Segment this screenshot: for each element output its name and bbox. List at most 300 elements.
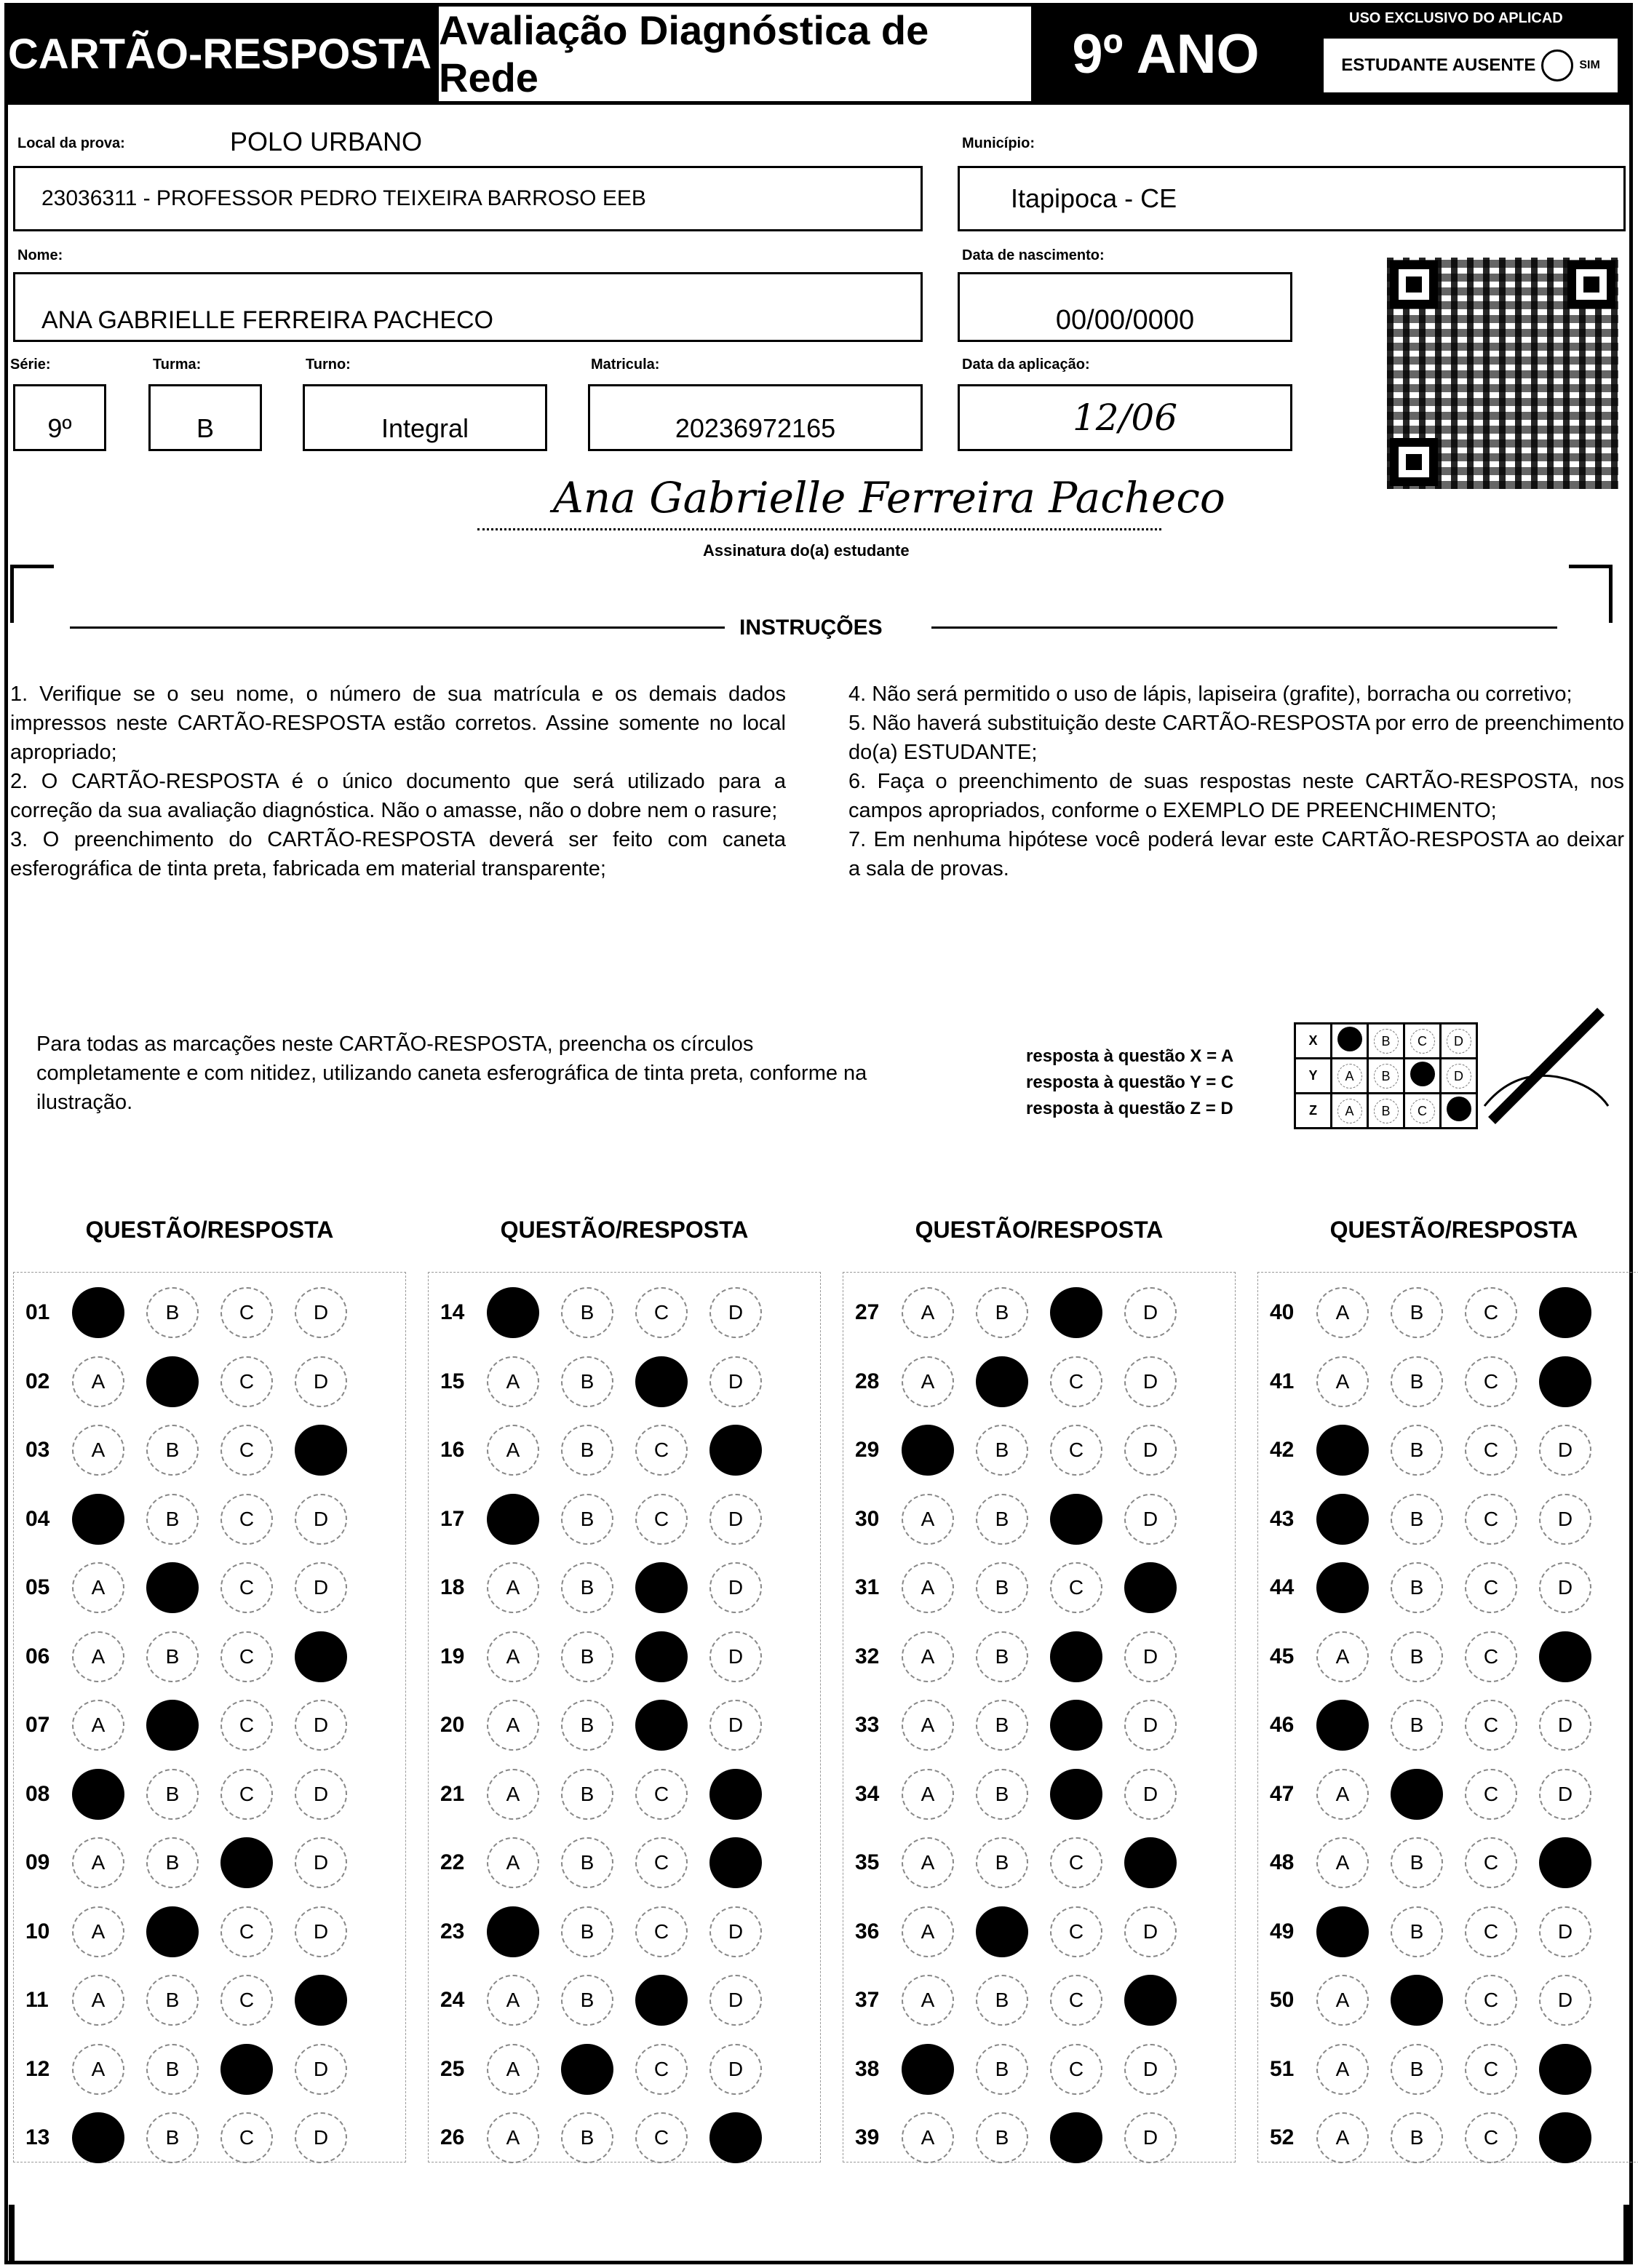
answer-bubble-b[interactable]: B [146, 1356, 199, 1407]
fill-legend [1026, 1043, 1233, 1122]
answer-bubble-b[interactable]: B [1391, 1769, 1443, 1820]
question-number: 25 [440, 2056, 465, 2081]
answer-bubble-d[interactable]: D [709, 2044, 762, 2095]
answer-bubble-b[interactable]: B [976, 1356, 1028, 1407]
answer-bubble-d[interactable]: D [1539, 2044, 1591, 2095]
answer-bubble-a[interactable]: A [902, 1494, 954, 1545]
answer-bubble-b[interactable]: B [146, 2112, 199, 2163]
answer-bubble-d[interactable]: D [1539, 1906, 1591, 1957]
answer-bubble-a[interactable]: A [72, 2044, 124, 2095]
pen-icon [1470, 997, 1615, 1135]
answer-bubble-c[interactable]: C [635, 1631, 688, 1682]
answer-bubble-b[interactable]: B [976, 1837, 1028, 1888]
answer-bubble-c[interactable]: C [635, 1700, 688, 1751]
answer-bubble-a[interactable]: A [902, 1975, 954, 2026]
question-number: 23 [440, 1919, 465, 1943]
answer-bubble-a[interactable]: A [1316, 1356, 1369, 1407]
turno-value: Integral [381, 413, 469, 443]
answer-row [1258, 1562, 1613, 1613]
answer-column [428, 1272, 821, 2162]
answer-bubble-c[interactable]: C [220, 1906, 273, 1957]
answer-bubble-a[interactable]: A [1316, 1562, 1369, 1613]
instruction-item: 5. Não haverá substituição deste CARTÃO-RESPOSTA por erro de preenchimento do(a) ESTUDANTE; [848, 712, 1624, 764]
answer-bubble-b[interactable]: B [976, 1906, 1028, 1957]
answer-bubble-b[interactable]: B [976, 2044, 1028, 2095]
corner-mark [10, 565, 54, 623]
local-label: Local da prova: [17, 135, 125, 151]
answer-bubble-c[interactable]: C [1465, 2112, 1517, 2163]
answer-bubble-d[interactable]: D [295, 1631, 347, 1682]
local-value: POLO URBANO [230, 127, 423, 156]
answer-bubble-b[interactable]: B [146, 1287, 199, 1338]
answer-bubble-d[interactable]: D [709, 1287, 762, 1338]
answer-bubble-a[interactable]: A [1316, 1975, 1369, 2026]
question-number: 38 [855, 2056, 880, 2081]
question-number: 11 [25, 1988, 49, 2012]
answer-bubble-a[interactable]: A [1316, 2044, 1369, 2095]
answer-bubble-d[interactable]: D [1124, 2112, 1177, 2163]
answer-bubble-c[interactable]: C [1050, 1494, 1102, 1545]
instruction-item: 1. Verifique se o seu nome, o número de sua matrícula e os demais dados impressos neste CARTÃO-RESPOSTA estão corretos. Assine somente no local apropriado; [10, 683, 786, 764]
corner-mark [9, 2205, 15, 2263]
answer-bubble-a[interactable]: A [72, 1287, 124, 1338]
answer-bubble-d[interactable]: D [1124, 1906, 1177, 1957]
answer-bubble-d[interactable]: D [295, 1425, 347, 1476]
answer-bubble-a[interactable]: A [487, 1700, 539, 1751]
instruction-item: 7. Em nenhuma hipótese você poderá levar este CARTÃO-RESPOSTA ao deixar a sala de provas. [848, 828, 1624, 880]
answer-bubble-a[interactable]: A [487, 1494, 539, 1545]
answer-bubble-c[interactable]: C [1465, 1287, 1517, 1338]
answer-bubble-c[interactable]: C [220, 1287, 273, 1338]
answer-bubble-c[interactable]: C [635, 2112, 688, 2163]
answer-bubble-d[interactable]: D [1539, 1494, 1591, 1545]
question-number: 12 [25, 2056, 50, 2081]
absent-label: ESTUDANTE AUSENTE [1341, 55, 1536, 75]
answer-bubble-c[interactable]: C [635, 1356, 688, 1407]
answer-bubble-c[interactable]: C [1050, 1769, 1102, 1820]
answer-bubble-a[interactable]: A [72, 1562, 124, 1613]
example-bubble: C [1410, 1029, 1435, 1054]
answer-bubble-d[interactable]: D [295, 2044, 347, 2095]
answer-bubble-c[interactable]: C [1050, 1562, 1102, 1613]
answer-bubble-a[interactable]: A [72, 2112, 124, 2163]
question-number: 24 [440, 1988, 465, 2012]
question-number: 46 [1270, 1713, 1295, 1737]
answer-bubble-a[interactable]: A [1316, 1631, 1369, 1682]
question-number: 33 [855, 1713, 880, 1737]
question-number: 51 [1270, 2056, 1295, 2081]
answer-bubble-d[interactable]: D [709, 1700, 762, 1751]
example-bubble: D [1447, 1064, 1471, 1089]
answer-bubble-d[interactable]: D [1124, 1975, 1177, 2026]
answer-bubble-a[interactable]: A [902, 2112, 954, 2163]
answer-bubble-a[interactable]: A [902, 1631, 954, 1682]
answer-bubble-c[interactable]: C [1465, 1975, 1517, 2026]
answer-bubble-a[interactable]: A [487, 1975, 539, 2026]
municipio-field [958, 166, 1626, 231]
turno-field [303, 384, 547, 451]
answer-bubble-c[interactable]: C [1050, 2112, 1102, 2163]
answer-bubble-b[interactable]: B [561, 1769, 613, 1820]
answer-bubble-b[interactable]: B [976, 1769, 1028, 1820]
fill-instruction: Para todas as marcações neste CARTÃO-RESPOSTA, preencha os círculos completamente e com nitidez, utilizando caneta esferográfica de tinta preta, conforme na ilustração. [36, 1032, 867, 1114]
answer-bubble-c[interactable]: C [220, 1494, 273, 1545]
answer-bubble-a[interactable]: A [487, 2044, 539, 2095]
answer-bubble-a[interactable]: A [1316, 1425, 1369, 1476]
answer-bubble-d[interactable]: D [295, 1769, 347, 1820]
example-row [1295, 1094, 1477, 1129]
question-number: 39 [855, 2125, 880, 2149]
answer-bubble-d[interactable]: D [709, 1356, 762, 1407]
answer-bubble-b[interactable]: B [146, 1425, 199, 1476]
answer-bubble-c[interactable]: C [635, 1906, 688, 1957]
answer-bubble-a[interactable]: A [487, 1287, 539, 1338]
question-number: 30 [855, 1506, 880, 1531]
question-number: 03 [25, 1438, 50, 1462]
answer-bubble-c[interactable]: C [635, 1975, 688, 2026]
answer-row [14, 1906, 369, 1957]
municipio-value: Itapipoca - CE [1011, 183, 1177, 213]
answer-bubble-c[interactable]: C [1050, 1975, 1102, 2026]
question-number: 32 [855, 1644, 880, 1668]
answer-bubble-d[interactable]: D [295, 1906, 347, 1957]
answer-bubble-a[interactable]: A [487, 1769, 539, 1820]
answer-bubble-c[interactable]: C [635, 1425, 688, 1476]
answer-bubble-c[interactable]: C [635, 1837, 688, 1888]
answer-row [14, 1975, 369, 2026]
answer-bubble-a[interactable]: A [902, 1906, 954, 1957]
answer-bubble-b[interactable]: B [561, 1494, 613, 1545]
instructions-right [848, 680, 1624, 883]
answer-bubble-a[interactable]: A [1316, 1837, 1369, 1888]
answer-bubble-a[interactable]: A [1316, 1700, 1369, 1751]
answer-bubble-b[interactable]: B [1391, 1975, 1443, 2026]
legend-item: resposta à questão X = A [1026, 1046, 1234, 1066]
answer-bubble-b[interactable]: B [146, 1562, 199, 1613]
answer-bubble-b[interactable]: B [1391, 1631, 1443, 1682]
answer-bubble-d[interactable]: D [295, 1975, 347, 2026]
answer-bubble-d[interactable]: D [709, 1631, 762, 1682]
answer-bubble-d[interactable]: D [1539, 1562, 1591, 1613]
answer-bubble-c[interactable]: C [1465, 1700, 1517, 1751]
answer-bubble-b[interactable]: B [561, 1425, 613, 1476]
answer-row [843, 1700, 1198, 1751]
grade-title: 9º ANO [1035, 3, 1297, 105]
answer-bubble-d[interactable]: D [709, 1975, 762, 2026]
answer-bubble-d[interactable]: D [295, 1356, 347, 1407]
answer-bubble-a[interactable]: A [902, 1700, 954, 1751]
answer-bubble-d[interactable]: D [1124, 1562, 1177, 1613]
answer-bubble-c[interactable]: C [220, 1975, 273, 2026]
answer-row [1258, 1287, 1613, 1338]
question-number: 20 [440, 1713, 465, 1737]
answer-bubble-b[interactable]: B [146, 1975, 199, 2026]
answer-bubble-a[interactable]: A [902, 2044, 954, 2095]
answer-bubble-c[interactable]: C [635, 1494, 688, 1545]
aplicacao-field [958, 384, 1292, 451]
answer-bubble-d[interactable]: D [1539, 1287, 1591, 1338]
corner-mark [1569, 565, 1613, 623]
absent-field[interactable] [1321, 36, 1620, 95]
answer-bubble-c[interactable]: C [220, 1769, 273, 1820]
answer-bubble-d[interactable]: D [1124, 1356, 1177, 1407]
answer-bubble-b[interactable]: B [976, 1631, 1028, 1682]
answer-bubble-b[interactable]: B [1391, 1494, 1443, 1545]
answer-row [1258, 1837, 1613, 1888]
school-field [13, 166, 923, 231]
answer-bubble-c[interactable]: C [1465, 1562, 1517, 1613]
answer-bubble-b[interactable]: B [146, 1906, 199, 1957]
question-number: 15 [440, 1369, 465, 1393]
answer-bubble-b[interactable]: B [561, 1356, 613, 1407]
corner-mark [1623, 2205, 1629, 2263]
answer-bubble-a[interactable]: A [902, 1837, 954, 1888]
answer-bubble-d[interactable]: D [1539, 1631, 1591, 1682]
answer-bubble-a[interactable]: A [487, 1356, 539, 1407]
answer-bubble-c[interactable]: C [220, 2112, 273, 2163]
answer-bubble-d[interactable]: D [1124, 1631, 1177, 1682]
answer-bubble-c[interactable]: C [220, 1425, 273, 1476]
answer-bubble-a[interactable]: A [487, 1837, 539, 1888]
answer-bubble-a[interactable]: A [487, 1425, 539, 1476]
answer-row [843, 1494, 1198, 1545]
answer-bubble-b[interactable]: B [1391, 1562, 1443, 1613]
answer-bubble-d[interactable]: D [295, 1837, 347, 1888]
instructions-title: INSTRUÇÕES [739, 616, 883, 640]
nascimento-field [958, 272, 1292, 342]
answer-bubble-d[interactable]: D [1539, 1700, 1591, 1751]
answer-bubble-b[interactable]: B [146, 1631, 199, 1682]
answer-bubble-c[interactable]: C [1465, 1837, 1517, 1888]
answer-bubble-c[interactable]: C [1050, 1425, 1102, 1476]
answer-bubble-b[interactable]: B [561, 1631, 613, 1682]
answer-bubble-d[interactable]: D [709, 1425, 762, 1476]
answer-bubble-d[interactable]: D [1124, 1287, 1177, 1338]
question-number: 41 [1270, 1369, 1295, 1393]
answer-bubble-c[interactable]: C [220, 1356, 273, 1407]
answer-bubble-b[interactable]: B [561, 1700, 613, 1751]
answer-bubble-a[interactable]: A [1316, 1287, 1369, 1338]
answer-bubble-a[interactable]: A [1316, 1769, 1369, 1820]
answer-row [14, 1631, 369, 1682]
instruction-item: 2. O CARTÃO-RESPOSTA é o único documento que será utilizado para a correção da sua avaliação diagnóstica. Não o amasse, não o dobre nem o rasure; [10, 770, 786, 822]
answer-row [14, 2112, 369, 2163]
answer-bubble-b[interactable]: B [146, 1769, 199, 1820]
answer-bubble-d[interactable]: D [1539, 2112, 1591, 2163]
answer-bubble-b[interactable]: B [976, 1494, 1028, 1545]
answer-bubble-b[interactable]: B [1391, 1287, 1443, 1338]
answer-bubble-d[interactable]: D [295, 2112, 347, 2163]
answer-bubble-d[interactable]: D [1539, 1356, 1591, 1407]
answer-row [843, 1769, 1198, 1820]
answer-bubble-c[interactable]: C [1050, 1837, 1102, 1888]
answer-bubble-c[interactable]: C [220, 2044, 273, 2095]
answer-bubble-a[interactable]: A [1316, 1906, 1369, 1957]
answer-bubble-d[interactable]: D [1124, 1700, 1177, 1751]
answer-row [1258, 1425, 1613, 1476]
question-number: 52 [1270, 2125, 1295, 2149]
answer-row [429, 1287, 784, 1338]
example-row [1295, 1024, 1477, 1059]
answer-bubble-a[interactable]: A [487, 1562, 539, 1613]
answer-bubble-a[interactable]: A [72, 1700, 124, 1751]
answer-bubble-c[interactable]: C [1465, 1906, 1517, 1957]
answer-bubble-d[interactable]: D [1124, 1494, 1177, 1545]
turma-label: Turma: [153, 357, 202, 373]
instruction-item: 6. Faça o preenchimento de suas respostas neste CARTÃO-RESPOSTA, nos campos apropriados, conforme o EXEMPLO DE PREENCHIMENTO; [848, 770, 1624, 822]
answer-bubble-a[interactable]: A [72, 1975, 124, 2026]
answer-bubble-c[interactable]: C [220, 1700, 273, 1751]
absent-bubble[interactable] [1541, 49, 1573, 81]
answer-bubble-d[interactable]: D [295, 1562, 347, 1613]
answer-bubble-c[interactable]: C [1050, 1631, 1102, 1682]
answer-bubble-d[interactable]: D [295, 1287, 347, 1338]
answer-bubble-a[interactable]: A [902, 1287, 954, 1338]
answer-row [429, 1975, 784, 2026]
answer-bubble-b[interactable]: B [561, 2044, 613, 2095]
question-number: 50 [1270, 1988, 1295, 2012]
answer-bubble-d[interactable]: D [1124, 1837, 1177, 1888]
answer-bubble-d[interactable]: D [709, 2112, 762, 2163]
answer-bubble-b[interactable]: B [146, 2044, 199, 2095]
answer-bubble-b[interactable]: B [561, 1906, 613, 1957]
answer-bubble-a[interactable]: A [902, 1562, 954, 1613]
question-number: 09 [25, 1850, 50, 1874]
answer-row [843, 2112, 1198, 2163]
answer-bubble-b[interactable]: B [561, 1975, 613, 2026]
serie-value: 9º [47, 413, 72, 443]
answer-bubble-c[interactable]: C [635, 2044, 688, 2095]
answer-bubble-d[interactable]: D [1539, 1769, 1591, 1820]
answer-bubble-a[interactable]: A [72, 1837, 124, 1888]
answer-bubble-a[interactable]: A [1316, 2112, 1369, 2163]
answer-bubble-c[interactable]: C [635, 1769, 688, 1820]
question-number: 42 [1270, 1438, 1295, 1462]
school-value: 23036311 - PROFESSOR PEDRO TEIXEIRA BARROSO EEB [41, 186, 646, 210]
answer-bubble-b[interactable]: B [561, 2112, 613, 2163]
answer-row [1258, 1631, 1613, 1682]
answer-bubble-c[interactable]: C [635, 1562, 688, 1613]
answer-bubble-c[interactable]: C [1050, 1287, 1102, 1338]
aplicacao-label: Data da aplicação: [962, 357, 1090, 373]
answer-bubble-b[interactable]: B [976, 1562, 1028, 1613]
answer-bubble-a[interactable]: A [902, 1769, 954, 1820]
answer-bubble-b[interactable]: B [1391, 1837, 1443, 1888]
answer-bubble-a[interactable]: A [72, 1769, 124, 1820]
answer-bubble-b[interactable]: B [1391, 2112, 1443, 2163]
answer-bubble-d[interactable]: D [295, 1700, 347, 1751]
answer-bubble-d[interactable]: D [1539, 1425, 1591, 1476]
nascimento-label: Data de nascimento: [962, 247, 1105, 263]
answer-bubble-a[interactable]: A [72, 1631, 124, 1682]
answer-bubble-b[interactable]: B [1391, 1356, 1443, 1407]
turma-value: B [196, 413, 214, 443]
answer-bubble-b[interactable]: B [1391, 1425, 1443, 1476]
answer-bubble-c[interactable]: C [1050, 1356, 1102, 1407]
question-number: 06 [25, 1644, 50, 1668]
answer-row [429, 2044, 784, 2095]
question-number: 47 [1270, 1781, 1295, 1806]
answer-bubble-b[interactable]: B [561, 1287, 613, 1338]
answer-bubble-d[interactable]: D [1124, 2044, 1177, 2095]
answer-bubble-c[interactable]: C [1050, 1906, 1102, 1957]
municipio-label: Município: [962, 135, 1035, 151]
answer-bubble-b[interactable]: B [1391, 1700, 1443, 1751]
answer-bubble-b[interactable]: B [1391, 1906, 1443, 1957]
answer-bubble-c[interactable]: C [1465, 1356, 1517, 1407]
example-bubble: A [1337, 1099, 1362, 1123]
answer-bubble-b[interactable]: B [976, 1700, 1028, 1751]
answer-row [14, 1562, 369, 1613]
answer-bubble-d[interactable]: D [1539, 1975, 1591, 2026]
answer-bubble-a[interactable]: A [902, 1356, 954, 1407]
answer-row [14, 2044, 369, 2095]
answer-bubble-b[interactable]: B [976, 1425, 1028, 1476]
answer-bubble-a[interactable]: A [72, 1425, 124, 1476]
answer-row [429, 1837, 784, 1888]
answer-bubble-a[interactable]: A [487, 2112, 539, 2163]
answer-bubble-d[interactable]: D [709, 1562, 762, 1613]
answer-bubble-b[interactable]: B [976, 1975, 1028, 2026]
answer-row [14, 1769, 369, 1820]
question-number: 01 [25, 1300, 50, 1324]
answer-bubble-d[interactable]: D [1124, 1425, 1177, 1476]
answer-bubble-c[interactable]: C [1050, 2044, 1102, 2095]
answer-bubble-d[interactable]: D [1124, 1769, 1177, 1820]
answer-bubble-b[interactable]: B [976, 1287, 1028, 1338]
answer-bubble-a[interactable]: A [72, 1906, 124, 1957]
answer-bubble-b[interactable]: B [561, 1562, 613, 1613]
answer-bubble-d[interactable]: D [295, 1494, 347, 1545]
answer-bubble-c[interactable]: C [1465, 1494, 1517, 1545]
answer-bubble-b[interactable]: B [1391, 2044, 1443, 2095]
answer-bubble-c[interactable]: C [220, 1837, 273, 1888]
answer-bubble-d[interactable]: D [709, 1494, 762, 1545]
answer-bubble-a[interactable]: A [72, 1356, 124, 1407]
answer-bubble-b[interactable]: B [146, 1494, 199, 1545]
aplicacao-value: 12/06 [1072, 397, 1178, 439]
answer-bubble-d[interactable]: D [709, 1769, 762, 1820]
answer-row [843, 1425, 1198, 1476]
answer-bubble-d[interactable]: D [709, 1837, 762, 1888]
nome-value: ANA GABRIELLE FERREIRA PACHECO [41, 306, 493, 334]
answer-bubble-a[interactable]: A [487, 1631, 539, 1682]
answer-bubble-c[interactable]: C [1465, 2044, 1517, 2095]
answer-bubble-a[interactable]: A [902, 1425, 954, 1476]
answer-bubble-a[interactable]: A [487, 1906, 539, 1957]
qr-code [1387, 258, 1618, 489]
answer-bubble-c[interactable]: C [1465, 1425, 1517, 1476]
answer-bubble-d[interactable]: D [1539, 1837, 1591, 1888]
answer-bubble-c[interactable]: C [635, 1287, 688, 1338]
answer-row [14, 1425, 369, 1476]
answer-bubble-c[interactable]: C [1465, 1769, 1517, 1820]
answer-bubble-d[interactable]: D [709, 1906, 762, 1957]
answer-bubble-b[interactable]: B [146, 1837, 199, 1888]
question-number: 10 [25, 1919, 50, 1943]
qr-finder [1390, 438, 1438, 486]
answer-bubble-a[interactable]: A [72, 1494, 124, 1545]
answer-bubble-c[interactable]: C [1465, 1631, 1517, 1682]
answer-bubble-a[interactable]: A [1316, 1494, 1369, 1545]
answer-bubble-c[interactable]: C [220, 1562, 273, 1613]
answer-row [1258, 1494, 1613, 1545]
answer-bubble-c[interactable]: C [1050, 1700, 1102, 1751]
answer-bubble-b[interactable]: B [561, 1837, 613, 1888]
answer-bubble-b[interactable]: B [976, 2112, 1028, 2163]
answer-bubble-c[interactable]: C [220, 1631, 273, 1682]
answer-bubble-b[interactable]: B [146, 1700, 199, 1751]
